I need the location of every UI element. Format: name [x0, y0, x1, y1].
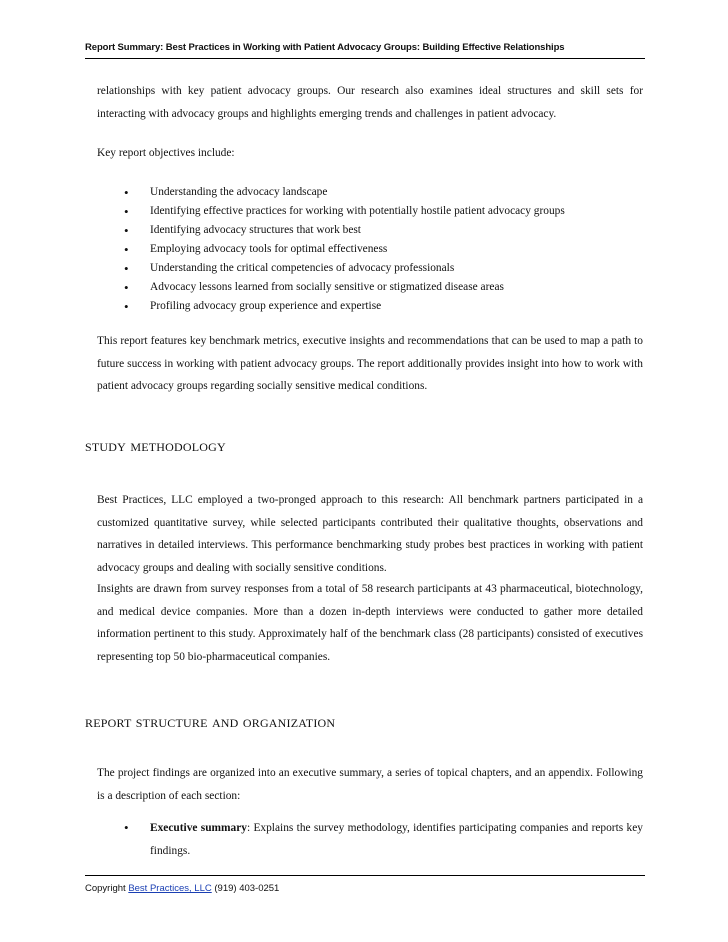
objectives-list [124, 183, 644, 316]
intro-paragraph: relationships with key patient advocacy groups. Our research also examines ideal structures and skill sets for interacting with advocacy groups and highlights emerging trends and challenges in patient advocacy. [97, 85, 643, 120]
header-rule [85, 58, 645, 59]
methodology-paragraph-1: Best Practices, LLC employed a two-pronged approach to this research: All benchmark partners participated in a customized quantitative survey, while selected participants contributed their qualitative thoughts, observations and narratives in detailed interviews. This performance benchmarking study probes best practices in working with patient advocacy groups and dealing with socially sensitive conditions. [97, 494, 643, 574]
intro-closing-paragraph: This report features key benchmark metrics, executive insights and recommendations that can be used to map a path to future success in working with patient advocacy groups. The report additionally provides insight into how to work with patient advocacy groups regarding socially sensitive medical conditions. [97, 335, 643, 393]
methodology-paragraph-2: Insights are drawn from survey responses from a total of 58 research participants at 43 pharmaceutical, biotechnology, and medical device companies. More than a dozen in-depth interviews were conducted to gather more detailed information pertinent to this study. Approximately half of the benchmark class (28 participants) consisted of executives representing top 50 bio-pharmaceutical companies. [97, 583, 643, 663]
section-title-structure: report structure and organization [85, 712, 336, 731]
footer-company-link[interactable]: Best Practices, LLC [128, 883, 212, 894]
list-item: • Profiling advocacy group experience and expertise [124, 297, 644, 316]
list-item: • Identifying effective practices for working with potentially hostile patient advocacy groups [124, 202, 644, 221]
executive-summary-text [150, 817, 643, 862]
executive-summary-description: : Explains the survey methodology, identifies participating companies and reports key findings. [150, 822, 643, 857]
objectives-lead: Key report objectives include: [97, 147, 235, 159]
executive-summary-term: Executive summary [150, 822, 247, 834]
structure-paragraph: The project findings are organized into an executive summary, a series of topical chapters, and an appendix. Following is a description of each section: [97, 767, 643, 802]
footer-copyright: Copyright [85, 883, 126, 894]
page-header-title: Report Summary: Best Practices in Working with Patient Advocacy Groups: Building Effective Relationships [85, 42, 565, 53]
footer-rule [85, 875, 645, 876]
footer-phone: (919) 403-0251 [214, 883, 280, 894]
page-footer [85, 883, 279, 894]
list-item: • Understanding the critical competencies of advocacy professionals [124, 259, 644, 278]
section-title-methodology: study methodology [85, 436, 226, 455]
bullet-icon: • [124, 820, 129, 835]
list-item: • Employing advocacy tools for optimal effectiveness [124, 240, 644, 259]
list-item: • Identifying advocacy structures that work best [124, 221, 644, 240]
list-item: • Understanding the advocacy landscape [124, 183, 644, 202]
list-item: • Advocacy lessons learned from socially sensitive or stigmatized disease areas [124, 278, 644, 297]
